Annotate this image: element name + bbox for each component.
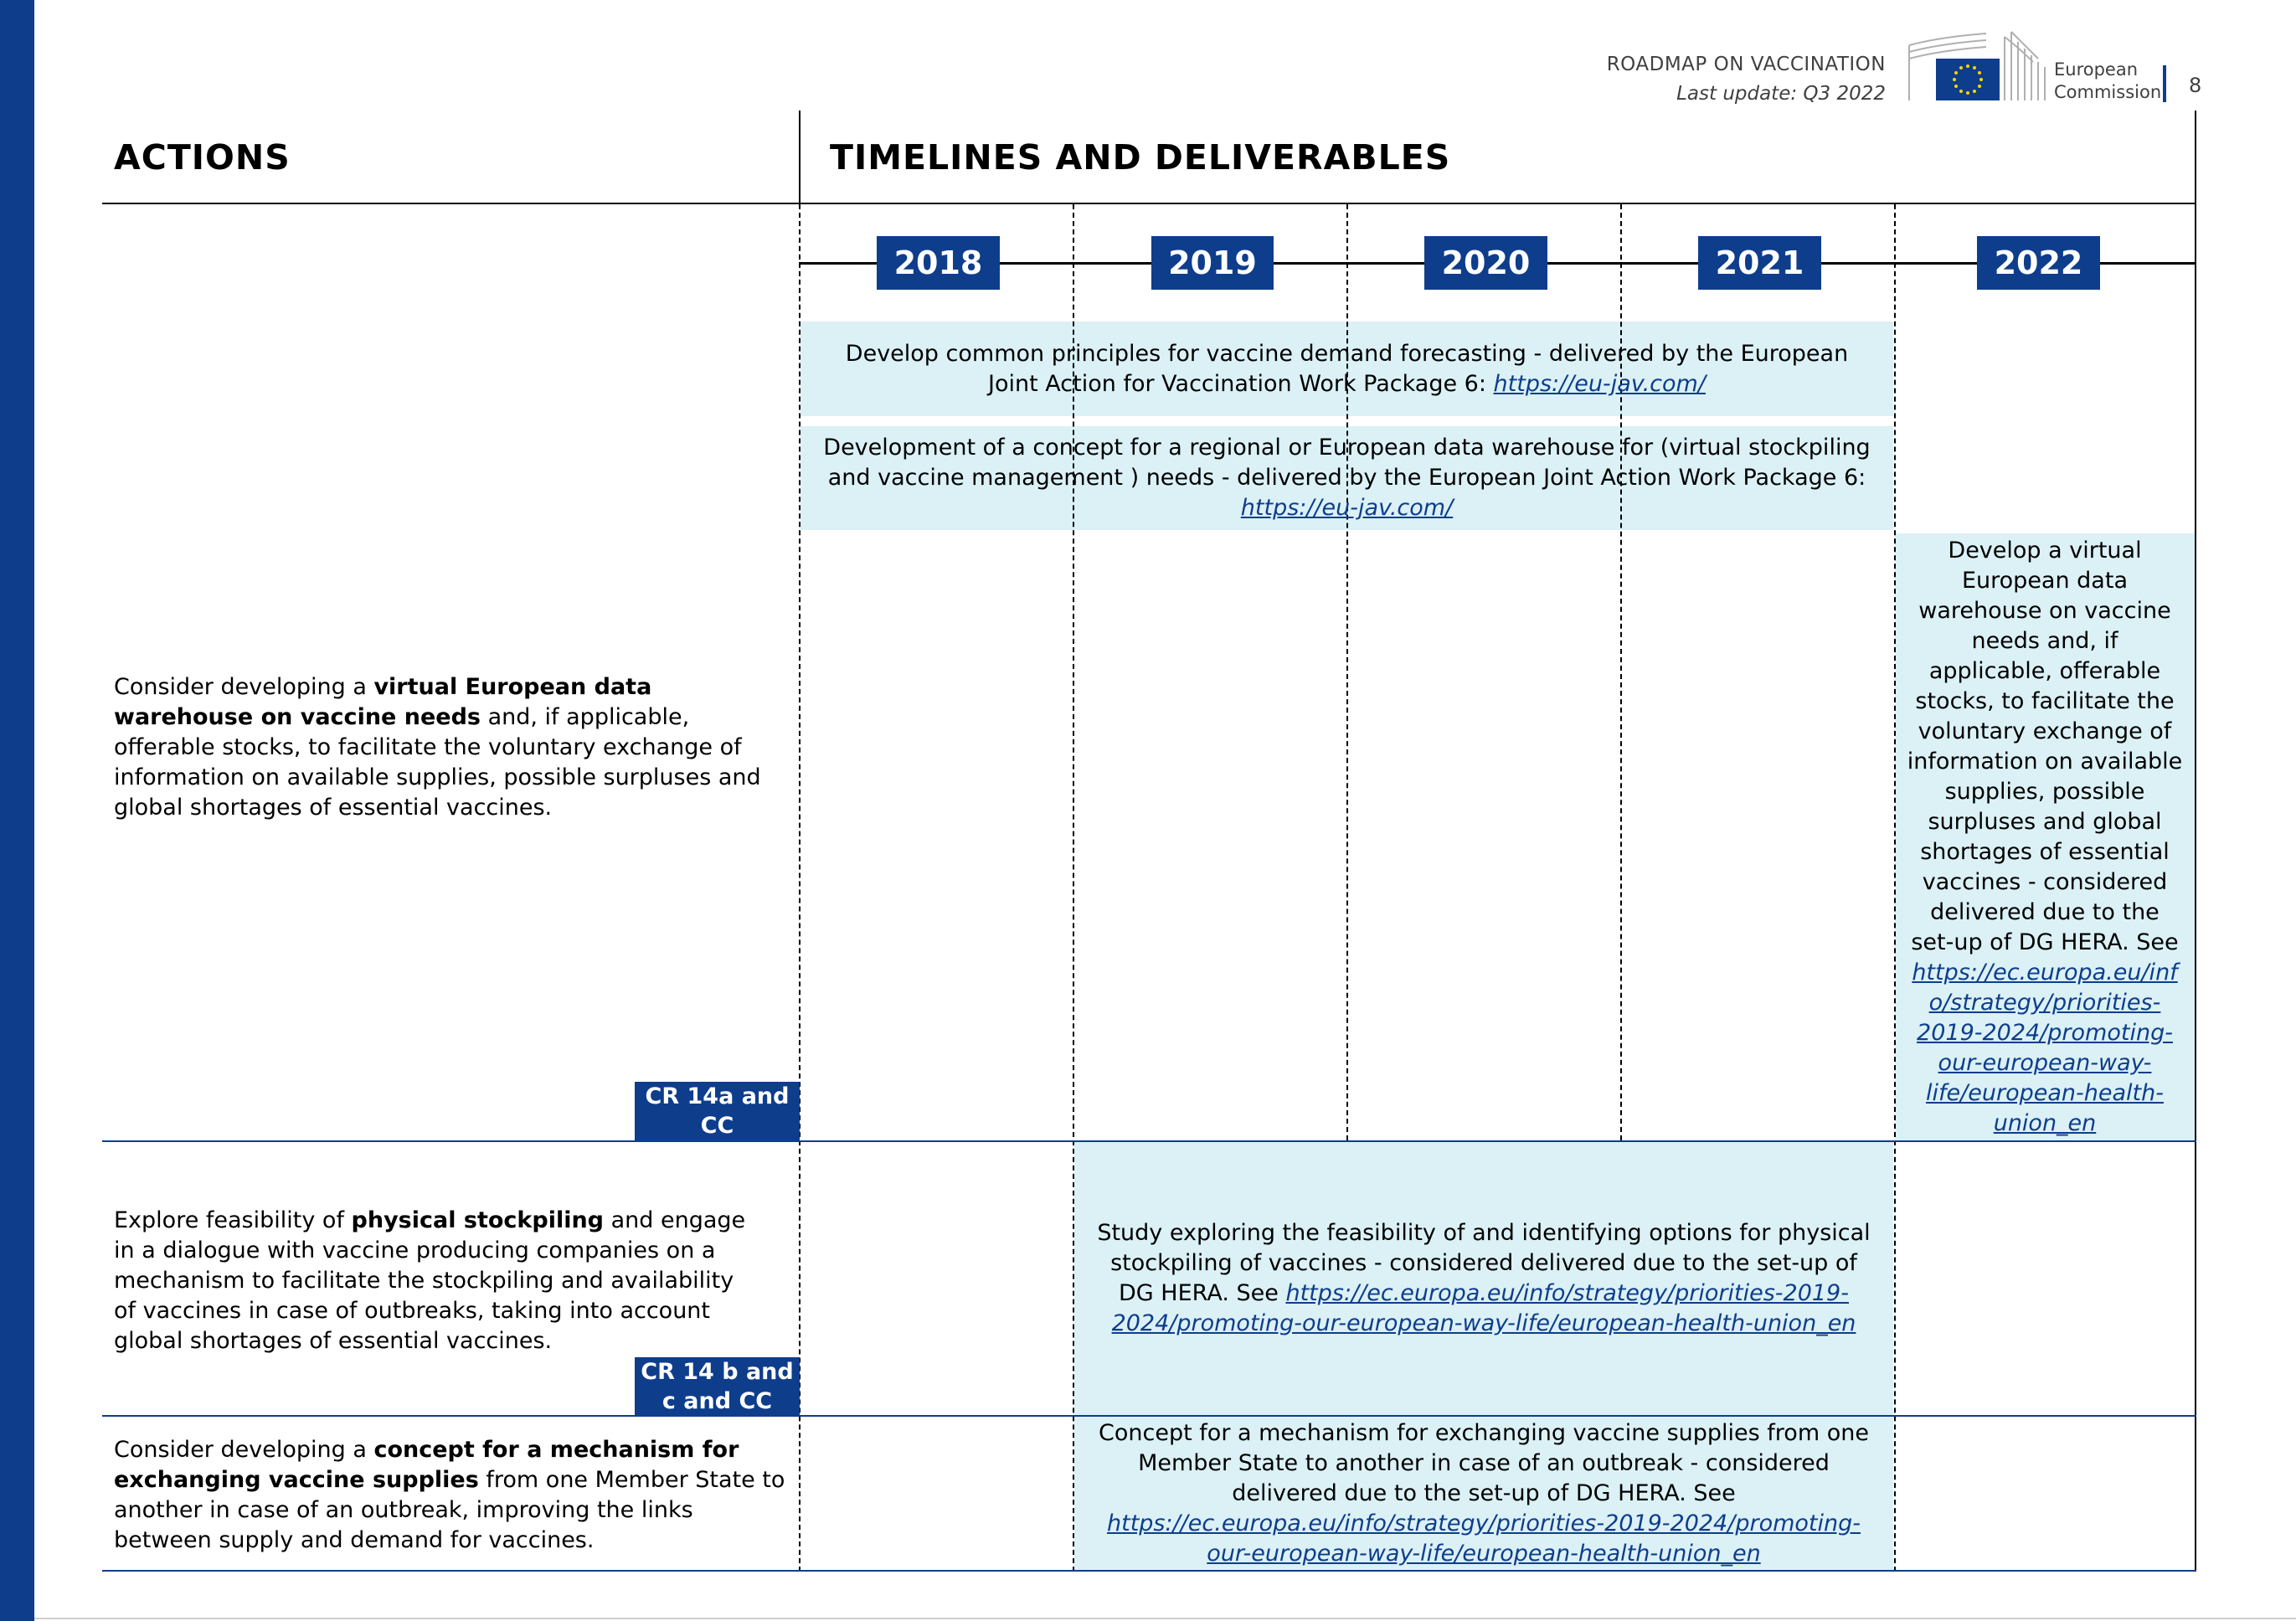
header-divider xyxy=(2163,65,2166,102)
health-union-link[interactable]: https://ec.europa.eu/info/strategy/priorities-2019-2024/promoting-our-european-way-life/european-health-union_en xyxy=(1111,1280,1856,1336)
page-number: 8 xyxy=(2189,74,2202,97)
header-rule xyxy=(102,203,2196,204)
last-update: Last update: Q3 2022 xyxy=(1676,83,1886,105)
health-union-link[interactable]: https://ec.europa.eu/info/strategy/priorities-2019-2024/promoting-our-european-way-life/european-health-union_en xyxy=(1107,1510,1861,1567)
year-label-2018: 2018 xyxy=(877,236,1000,290)
timelines-heading: TIMELINES AND DELIVERABLES xyxy=(830,137,1451,178)
action-virtual-data-warehouse: Consider developing a virtual European data warehouse on vaccine needs and, if applicable, offerable stocks, to facilitate the voluntary exchange of information on available supplies, possible surpluses and global shortages of essential vaccines. xyxy=(114,674,761,821)
health-union-link[interactable]: https://ec.europa.eu/info/strategy/priorities-2019-2024/promoting-our-european-way-life/european-health-union_en xyxy=(1912,959,2178,1136)
cr-badge: CR 14 b and c and CC xyxy=(635,1357,800,1415)
cr-badge: CR 14a and CC xyxy=(635,1082,800,1140)
year-label-2020: 2020 xyxy=(1424,236,1547,290)
eu-jav-link[interactable]: https://eu-jav.com/ xyxy=(1240,495,1454,521)
actions-heading: ACTIONS xyxy=(114,137,291,178)
year-label-2019: 2019 xyxy=(1151,236,1274,290)
bottom-rule xyxy=(34,1618,2296,1619)
deliverable-text: Development of a concept for a regional or European data warehouse for (virtual stockpiling and vaccine management ) needs - delivered by the European Joint Action Work Package 6: https://eu-jav.com/ xyxy=(823,435,1871,521)
deliverable-text: Concept for a mechanism for exchanging vaccine supplies from one Member State to another in case of an outbreak - considered delivered due to the set-up of DG HERA. See https://ec.europa.eu/info/strategy/priorities-2019-2024/promoting-our-european-way-life/european-health-union_en xyxy=(1099,1420,1869,1567)
left-sidebar-band xyxy=(0,0,34,1621)
deliverable-text: Study exploring the feasibility of and identifying options for physical stockpiling of vaccines - considered delivered due to the set-up of DG HERA. See https://ec.europa.eu/info/strategy/priorities-2019-2024/promoting-our-european-way-life/european-health-union_en xyxy=(1097,1220,1871,1336)
eu-jav-link[interactable]: https://eu-jav.com/ xyxy=(1493,370,1706,397)
right-border xyxy=(2195,111,2196,1572)
year-label-2022: 2022 xyxy=(1977,236,2100,290)
document-title: ROADMAP ON VACCINATION xyxy=(1606,54,1886,75)
deliverable-text: Develop common principles for vaccine demand forecasting - delivered by the European Joint Action for Vaccination Work Package 6: https://eu-jav.com/ xyxy=(845,340,1849,397)
header-column-divider xyxy=(799,111,801,204)
deliverable-text: Develop a virtual European data warehouse on vaccine needs and, if applicable, offerable stocks, to facilitate the voluntary exchange of information on available supplies, possible surpluses and global shortages of essential vaccines - considered delivered due to the set-up of DG HERA. See https://ec.europa.eu/info/strategy/priorities-2019-2024/promoting-our-european-way-life/european-health-union_en xyxy=(1907,537,2183,1136)
commission-name: European Commission xyxy=(2054,59,2162,102)
year-label-2021: 2021 xyxy=(1698,236,1821,290)
action-physical-stockpiling: Explore feasibility of physical stockpiling and engage in a dialogue with vaccine producing companies on a mechanism to facilitate the stockpiling and availability of vaccines in case of outbreaks, taking into account global shortages of essential vaccines. xyxy=(114,1207,746,1354)
action-exchange-mechanism: Consider developing a concept for a mechanism for exchanging vaccine supplies from one Member State to another in case of an outbreak, improving the links between supply and demand for vaccines. xyxy=(114,1437,785,1553)
